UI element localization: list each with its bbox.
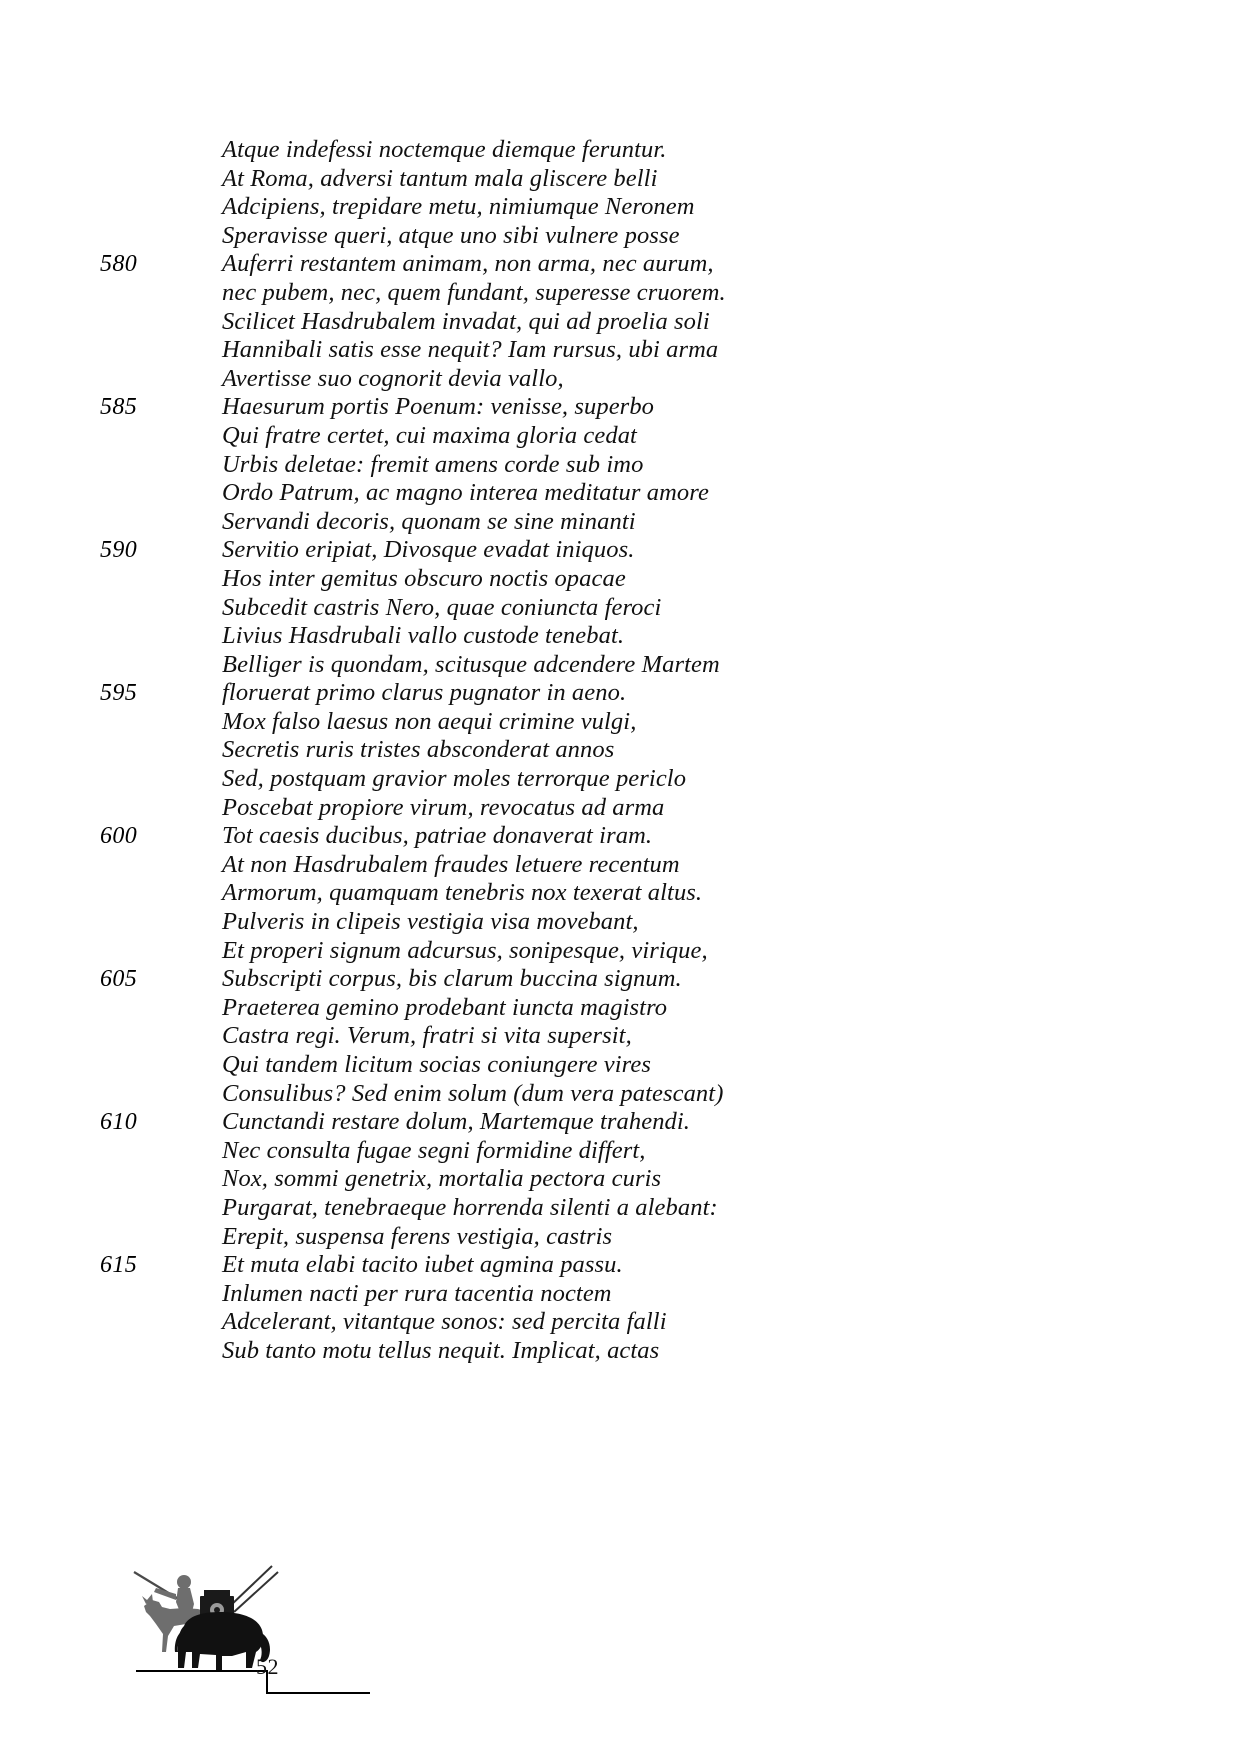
verse-line <box>0 451 1240 480</box>
verse-line <box>0 651 1240 680</box>
verse-line <box>0 594 1240 623</box>
page-footer <box>0 1560 1240 1754</box>
verse-line <box>0 851 1240 880</box>
verse-line <box>0 965 1240 994</box>
verse-line-number: 615 <box>100 1252 138 1279</box>
verse-line-text: Erepit, suspensa ferens vestigia, castris <box>222 1222 613 1250</box>
verse-line-text: Inlumen nacti per rura tacentia noctem <box>222 1279 612 1307</box>
verse-line <box>0 193 1240 222</box>
verse-line <box>0 994 1240 1023</box>
verse-line <box>0 165 1240 194</box>
verse-line <box>0 1194 1240 1223</box>
verse-line <box>0 336 1240 365</box>
verse-line-text: Armorum, quamquam tenebris nox texerat altus. <box>222 879 703 907</box>
verse-line <box>0 536 1240 565</box>
verse-line <box>0 1108 1240 1137</box>
verse-line <box>0 136 1240 165</box>
verse-line-number: 585 <box>100 394 138 421</box>
verse-line-number: 580 <box>100 251 138 278</box>
verse-line-text: Nec consulta fugae segni formidine differt, <box>222 1136 646 1164</box>
verse-block <box>0 136 1240 1366</box>
verse-line-text: Consulibus? Sed enim solum (dum vera patescant) <box>222 1079 724 1107</box>
verse-line-text: Belliger is quondam, scitusque adcendere Martem <box>222 650 720 678</box>
verse-line <box>0 1080 1240 1109</box>
footer-rule-right-segment <box>266 1692 370 1694</box>
verse-line-text: Haesurum portis Poenum: venisse, superbo <box>222 393 655 421</box>
footer-rule-left-segment <box>136 1670 268 1672</box>
verse-line <box>0 1251 1240 1280</box>
verse-line <box>0 565 1240 594</box>
verse-line-text: Et properi signum adcursus, sonipesque, virique, <box>222 936 708 964</box>
verse-line <box>0 508 1240 537</box>
verse-line <box>0 708 1240 737</box>
verse-line <box>0 422 1240 451</box>
verse-line-text: Adcelerant, vitantque sonos: sed percita falli <box>222 1308 667 1336</box>
verse-line <box>0 1051 1240 1080</box>
verse-line-text: Ordo Patrum, ac magno interea meditatur amore <box>222 479 709 507</box>
verse-line-text: Purgarat, tenebraeque horrenda silenti a alebant: <box>222 1193 718 1221</box>
verse-line-text: Tot caesis ducibus, patriae donaverat iram. <box>222 822 653 850</box>
verse-line <box>0 1165 1240 1194</box>
verse-line <box>0 308 1240 337</box>
verse-line-text: Urbis deletae: fremit amens corde sub imo <box>222 450 644 478</box>
verse-line <box>0 736 1240 765</box>
verse-line-text: Atque indefessi noctemque diemque feruntur. <box>222 136 667 163</box>
verse-line-text: Speravisse queri, atque uno sibi vulnere posse <box>222 221 680 249</box>
verse-line-number: 590 <box>100 537 138 564</box>
verse-line <box>0 1308 1240 1337</box>
verse-line-text: Avertisse suo cognorit devia vallo, <box>222 364 564 392</box>
verse-line-text: Scilicet Hasdrubalem invadat, qui ad proelia soli <box>222 307 710 335</box>
verse-line <box>0 279 1240 308</box>
verse-line-text: At Roma, adversi tantum mala gliscere belli <box>222 164 658 192</box>
verse-line-text: Secretis ruris tristes absconderat annos <box>222 736 615 764</box>
verse-line-text: Nox, sommi genetrix, mortalia pectora curis <box>222 1165 662 1193</box>
verse-line <box>0 1223 1240 1252</box>
verse-line <box>0 1137 1240 1166</box>
verse-line-text: Hannibali satis esse nequit? Iam rursus, ubi arma <box>222 336 719 364</box>
verse-line-text: Servitio eripiat, Divosque evadat iniquos. <box>222 536 635 564</box>
verse-line <box>0 937 1240 966</box>
verse-line-text: Subscripti corpus, bis clarum buccina signum. <box>222 965 682 993</box>
verse-line-text: Pulveris in clipeis vestigia visa movebant, <box>222 908 639 936</box>
verse-line-text: Qui fratre certet, cui maxima gloria cedat <box>222 421 637 449</box>
verse-line <box>0 1337 1240 1366</box>
verse-line-number: 610 <box>100 1109 138 1136</box>
verse-line <box>0 794 1240 823</box>
verse-line-number: 600 <box>100 823 138 850</box>
verse-line-text: nec pubem, nec, quem fundant, superesse cruorem. <box>222 278 726 306</box>
verse-line <box>0 765 1240 794</box>
verse-line-text: Sub tanto motu tellus nequit. Implicat, actas <box>222 1336 660 1364</box>
verse-line-text: Qui tandem licitum socias coniungere vires <box>222 1051 652 1078</box>
verse-line-text: Servandi decoris, quonam se sine minanti <box>222 507 636 535</box>
verse-line <box>0 479 1240 508</box>
verse-line <box>0 879 1240 908</box>
verse-line-text: Praeterea gemino prodebant iuncta magistro <box>222 993 668 1021</box>
verse-line <box>0 1022 1240 1051</box>
page-number: 52 <box>256 1654 279 1679</box>
verse-line <box>0 822 1240 851</box>
verse-line <box>0 222 1240 251</box>
verse-line-text: Poscebat propiore virum, revocatus ad arma <box>222 793 665 821</box>
verse-line <box>0 622 1240 651</box>
verse-line-text: Cunctandi restare dolum, Martemque trahendi. <box>222 1108 691 1136</box>
verse-line-text: Mox falso laesus non aequi crimine vulgi, <box>222 707 637 735</box>
verse-line <box>0 365 1240 394</box>
verse-line <box>0 1280 1240 1309</box>
verse-line-number: 595 <box>100 680 138 707</box>
verse-line-text: Livius Hasdrubali vallo custode tenebat. <box>222 622 625 650</box>
verse-line-text: At non Hasdrubalem fraudes letuere recentum <box>222 850 680 878</box>
verse-line-text: Hos inter gemitus obscuro noctis opacae <box>222 564 626 592</box>
verse-line <box>0 250 1240 279</box>
verse-line-text: floruerat primo clarus pugnator in aeno. <box>222 679 627 707</box>
verse-line <box>0 393 1240 422</box>
verse-line-text: Adcipiens, trepidare metu, nimiumque Neronem <box>222 193 695 221</box>
verse-line-text: Et muta elabi tacito iubet agmina passu. <box>222 1251 623 1279</box>
verse-line <box>0 679 1240 708</box>
verse-line-number: 605 <box>100 966 138 993</box>
verse-line-text: Subcedit castris Nero, quae coniuncta feroci <box>222 593 662 621</box>
verse-line-text: Auferri restantem animam, non arma, nec aurum, <box>222 250 714 278</box>
verse-line-text: Sed, postquam gravior moles terrorque periclo <box>222 765 687 793</box>
verse-line <box>0 908 1240 937</box>
verse-line-text: Castra regi. Verum, fratri si vita supersit, <box>222 1022 632 1050</box>
